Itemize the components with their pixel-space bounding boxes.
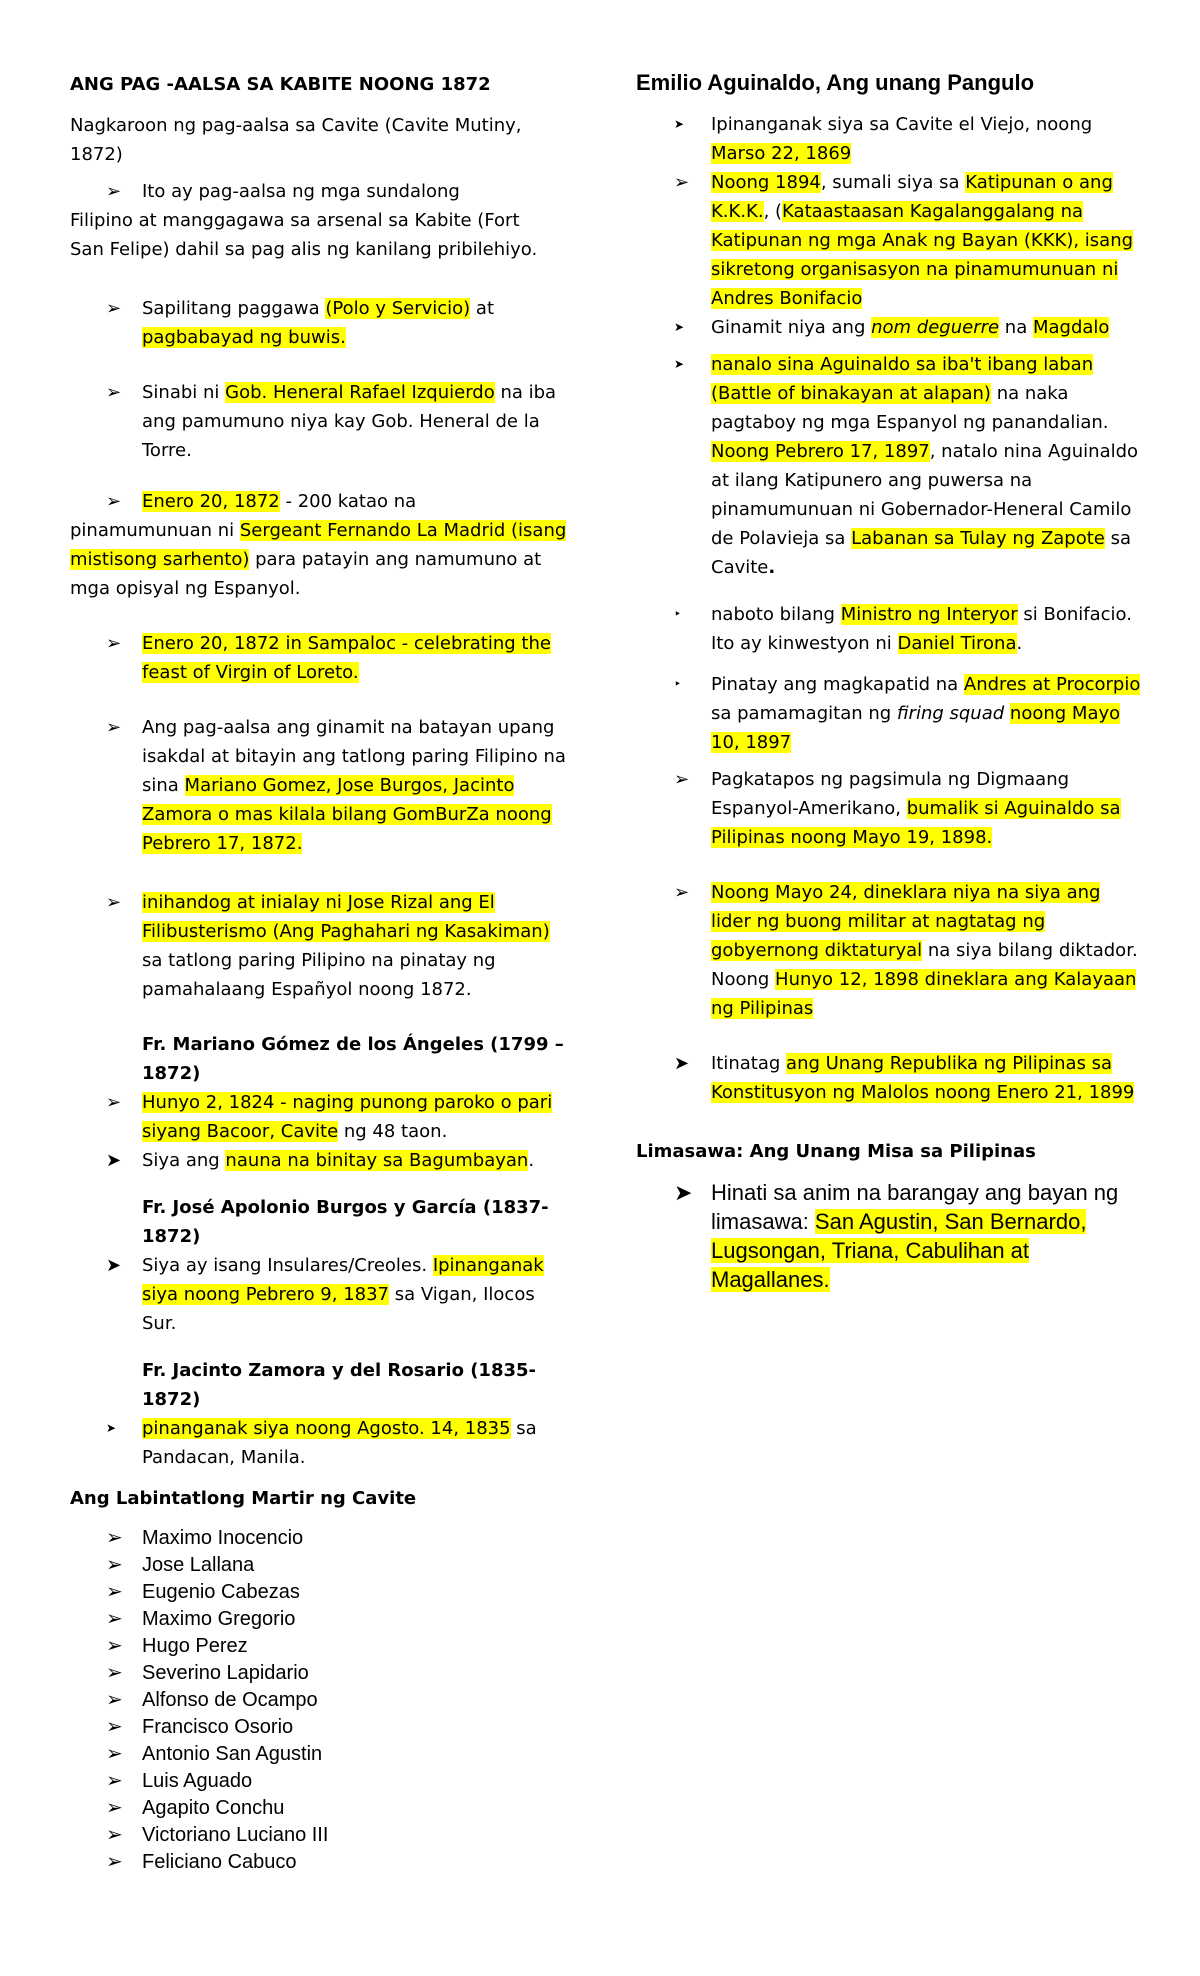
list-item: ➢ Noong Mayo 24, dineklara niya na siya ang lider ng buong militar at nagtatag ng gobyernong diktaturyal na siya bilang diktador. — [636, 878, 1146, 965]
section-title-aguinaldo: Emilio Aguinaldo, Ang unang Pangulo — [636, 70, 1035, 95]
list-item: ➢ Alfonso de Ocampo — [70, 1687, 570, 1714]
list-item: ‣ naboto bilang Ministro ng Interyor si Bonifacio. Ito ay kinwestyon ni Daniel Tirona. — [636, 600, 1146, 658]
left-column — [70, 70, 570, 1876]
list-item: ➢ Maximo Gregorio — [70, 1606, 570, 1633]
arrow-bullet-icon: ➢ — [106, 491, 122, 512]
list-item: ➤ Ginamit niya ang nom deguerre na Magdalo — [636, 313, 1146, 342]
arrow-bullet-icon: ➢ — [106, 1608, 123, 1630]
list-item: ➢ Hunyo 2, 1824 - naging punong paroko o pari siyang Bacoor, Cavite ng 48 taon. — [70, 1088, 570, 1146]
list-item: ➢ Noong 1894, sumali siya sa Katipunan o ang K.K.K., (Kataastaasan Kagalanggalang na Katipunan ng mga Anak ng Bayan (KKK), isang sikretong organisasyon na pinamumunuan ni Andres Bonifacio — [636, 168, 1146, 313]
list-item: ➤ Hinati sa anim na barangay ang bayan ng limasawa: San Agustin, San Bernardo, Lugsongan, Triana, Cabulihan at Magallanes. — [674, 1180, 1119, 1292]
arrow-bullet-icon: ➢ — [106, 717, 122, 738]
list-item: ➢ Enero 20, 1872 - 200 katao na pinamumunuan ni Sergeant Fernando La Madrid (isang mistisong sarhento) para patayin ang namumuno at mga opisyal ng Espanyol. — [70, 487, 570, 603]
list-item: ➤ Siya ang nauna na binitay sa Bagumbayan. — [70, 1146, 570, 1175]
section-title-martyrs: Ang Labintatlong Martir ng Cavite — [70, 1488, 417, 1509]
martyrs-list — [70, 1525, 570, 1876]
arrow-bullet-icon: ➢ — [106, 298, 122, 319]
list-item: ➢ Eugenio Cabezas — [70, 1579, 570, 1606]
list-item: Noong Hunyo 12, 1898 dineklara ang Kalayaan ng Pilipinas — [711, 969, 1137, 1019]
arrow-bullet-icon: ➢ — [106, 1716, 123, 1738]
arrow-bullet-icon: ➢ — [674, 882, 690, 903]
arrow-bullet-icon: ➢ — [106, 1824, 123, 1846]
arrow-bullet-icon: ➢ — [106, 892, 122, 913]
list-item: ➢ Sinabi ni Gob. Heneral Rafael Izquierdo na iba ang pamumuno niya kay Gob. Heneral de la Torre. — [70, 378, 570, 465]
right-column — [636, 68, 1146, 1294]
arrow-bullet-icon: ➤ — [674, 320, 685, 334]
subheading-burgos: Fr. José Apolonio Burgos y García (1837-1872) — [142, 1197, 549, 1247]
list-item: ➢ Luis Aguado — [70, 1768, 570, 1795]
arrow-bullet-icon: ➢ — [106, 1743, 123, 1765]
arrow-bullet-icon: ➢ — [106, 1581, 123, 1603]
arrow-bullet-icon: ➢ — [106, 1770, 123, 1792]
arrow-bullet-icon: ➢ — [106, 1092, 122, 1113]
list-item: ➢ Ito ay pag-aalsa ng mga sundalong Filipino at manggagawa sa arsenal sa Kabite (Fort San Felipe) dahil sa pag alis ng kanilang pribilehiyo. — [70, 177, 570, 264]
list-item: ➤ Itinatag ang Unang Republika ng Pilipinas sa Konstitusyon ng Malolos noong Enero 21, 1899 — [636, 1049, 1146, 1107]
list-item: ➢ Feliciano Cabuco — [70, 1849, 570, 1876]
list-item: ➢ Sapilitang paggawa (Polo y Servicio) at pagbabayad ng buwis. — [70, 294, 570, 352]
arrow-bullet-icon: ➤ — [674, 1180, 693, 1205]
arrow-bullet-icon: ➢ — [106, 1851, 123, 1873]
arrow-bullet-icon: ➢ — [106, 1689, 123, 1711]
arrow-bullet-icon: ➤ — [106, 1150, 122, 1171]
arrow-bullet-icon: ➤ — [674, 117, 685, 131]
arrow-bullet-icon: ➤ — [674, 1053, 690, 1074]
arrow-bullet-icon: ➢ — [106, 1527, 123, 1549]
list-item: ➢ Francisco Osorio — [70, 1714, 570, 1741]
section-title-limasawa: Limasawa: Ang Unang Misa sa Pilipinas — [636, 1141, 1036, 1162]
list-item: ➢ Maximo Inocencio — [70, 1525, 570, 1552]
list-item: ➢ Antonio San Agustin — [70, 1741, 570, 1768]
arrow-bullet-icon: ‣ — [674, 607, 682, 621]
arrow-bullet-icon: ➢ — [106, 382, 122, 403]
list-item: ➢ Pagkatapos ng pagsimula ng Digmaang Espanyol-Amerikano, bumalik si Aguinaldo sa Pilipinas noong Mayo 19, 1898. — [636, 765, 1146, 852]
list-item: ➢ inihandog at inialay ni Jose Rizal ang El Filibusterismo (Ang Paghahari ng Kasakiman) sa tatlong paring Pilipino na pinatay ng pamahalaang Españyol noong 1872. — [70, 888, 570, 1004]
arrow-bullet-icon: ➢ — [106, 1797, 123, 1819]
list-item: ➢ Victoriano Luciano III — [70, 1822, 570, 1849]
list-item: ➤ Siya ay isang Insulares/Creoles. Ipinanganak siya noong Pebrero 9, 1837 sa Vigan, Ilocos Sur. — [70, 1251, 570, 1338]
list-item: ➢ Jose Lallana — [70, 1552, 570, 1579]
arrow-bullet-icon: ➢ — [106, 181, 122, 202]
list-item: ➢ Ang pag-aalsa ang ginamit na batayan upang isakdal at bitayin ang tatlong paring Filipino na sina Mariano Gomez, Jose Burgos, Jacinto Zamora o mas kilala bilang GomBurZa noong Pebrero 17, 1872. — [70, 713, 570, 858]
intro-text: Nagkaroon ng pag-aalsa sa Cavite (Cavite Mutiny, 1872) — [70, 115, 522, 165]
list-item: ➤ nanalo sina Aguinaldo sa iba't ibang laban (Battle of binakayan at alapan) na naka pagtaboy ng mga Espanyol ng panandalian. Noong Pebrero 17, 1897, natalo nina Aguinaldo at ilang Katipunero ang puwersa na pinamumunuan ni Gobernador-Heneral Camilo de Polavieja sa Labanan sa Tulay ng Zapote sa Cavite. — [636, 350, 1146, 582]
arrow-bullet-icon: ➤ — [106, 1255, 122, 1276]
arrow-bullet-icon: ➢ — [674, 172, 690, 193]
arrow-bullet-icon: ➢ — [106, 633, 122, 654]
arrow-bullet-icon: ➢ — [674, 769, 690, 790]
arrow-bullet-icon: ➢ — [106, 1554, 123, 1576]
list-item: ‣ Pinatay ang magkapatid na Andres at Procorpio sa pamamagitan ng firing squad noong Mayo 10, 1897 — [636, 670, 1146, 757]
list-item: ➤ Ipinanganak siya sa Cavite el Viejo, noong Marso 22, 1869 — [636, 110, 1146, 168]
subheading-zamora: Fr. Jacinto Zamora y del Rosario (1835-1872) — [142, 1360, 536, 1410]
arrow-bullet-icon: ➢ — [106, 1635, 123, 1657]
list-item: ➢ Severino Lapidario — [70, 1660, 570, 1687]
list-item: ➢ Enero 20, 1872 in Sampaloc - celebrating the feast of Virgin of Loreto. — [70, 629, 570, 687]
arrow-bullet-icon: ‣ — [674, 677, 682, 691]
arrow-bullet-icon: ➤ — [106, 1421, 117, 1435]
section-title-cavite-mutiny: ANG PAG -AALSA SA KABITE NOONG 1872 — [70, 74, 491, 95]
list-item: ➤ pinanganak siya noong Agosto. 14, 1835 sa Pandacan, Manila. — [70, 1414, 570, 1472]
subheading-gomez: Fr. Mariano Gómez de los Ángeles (1799 – 1872) — [142, 1034, 564, 1084]
arrow-bullet-icon: ➤ — [674, 357, 685, 371]
arrow-bullet-icon: ➢ — [106, 1662, 123, 1684]
list-item: ➢ Hugo Perez — [70, 1633, 570, 1660]
list-item: ➢ Agapito Conchu — [70, 1795, 570, 1822]
